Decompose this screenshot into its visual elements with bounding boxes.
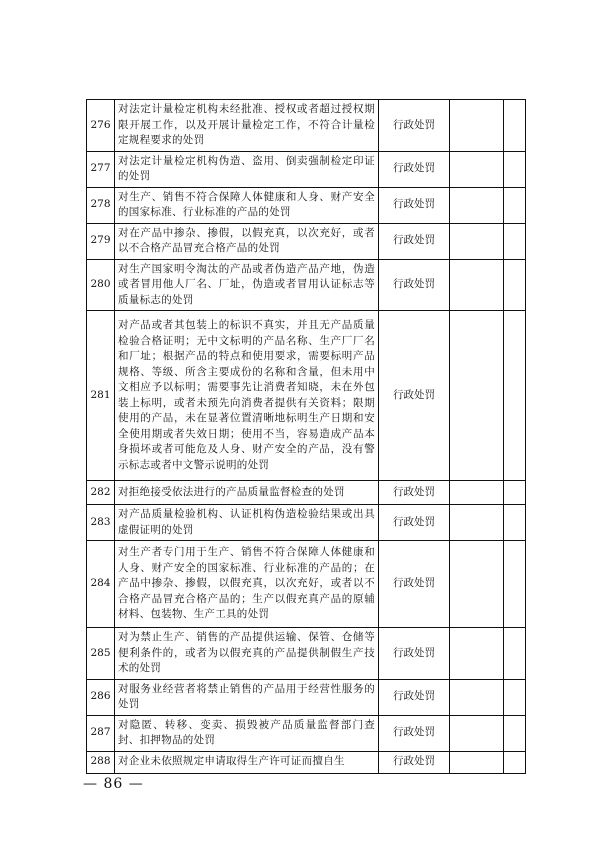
empty-cell <box>450 715 504 751</box>
item-name: 对生产、销售不符合保障人体健康和人身、财产安全的国家标准、行业标准的产品的处罚 <box>115 187 379 223</box>
item-type: 行政处罚 <box>379 151 450 187</box>
empty-cell <box>450 541 504 628</box>
row-number: 284 <box>87 541 115 628</box>
item-name: 对企业未依照规定申请取得生产许可证而擅自生 <box>115 751 379 773</box>
empty-cell <box>450 259 504 311</box>
row-number: 285 <box>87 628 115 680</box>
empty-cell <box>450 187 504 223</box>
empty-cell <box>504 259 526 311</box>
table-row <box>87 751 526 773</box>
table-row <box>87 628 526 680</box>
item-name: 对法定计量检定机构未经批准、授权或者超过授权期限开展工作，以及开展计量检定工作，不符合计量检定规程要求的处罚 <box>115 100 379 152</box>
item-name: 对产品质量检验机构、认证机构伪造检验结果或出具虚假证明的处罚 <box>115 505 379 541</box>
item-type: 行政处罚 <box>379 311 450 481</box>
item-name: 对隐匿、转移、变卖、损毁被产品质量监督部门查封、扣押物品的处罚 <box>115 715 379 751</box>
table-row <box>87 481 526 505</box>
table-row <box>87 187 526 223</box>
item-name: 对生产者专门用于生产、销售不符合保障人体健康和人身、财产安全的国家标准、行业标准的产品的；在产品中掺杂、掺假，以假充真，以次充好，或者以不合格产品冒充合格产品的；生产以假充真产品的原辅材料、包装物、生产工具的处罚 <box>115 541 379 628</box>
empty-cell <box>450 628 504 680</box>
empty-cell <box>450 481 504 505</box>
item-type: 行政处罚 <box>379 628 450 680</box>
item-type: 行政处罚 <box>379 751 450 773</box>
empty-cell <box>450 751 504 773</box>
item-name: 对在产品中掺杂、掺假，以假充真，以次充好，或者以不合格产品冒充合格产品的处罚 <box>115 223 379 259</box>
item-name: 对生产国家明令淘汰的产品或者伪造产品产地，伪造或者冒用他人厂名、厂址，伪造或者冒用认证标志等质量标志的处罚 <box>115 259 379 311</box>
item-type: 行政处罚 <box>379 100 450 152</box>
empty-cell <box>504 223 526 259</box>
row-number: 277 <box>87 151 115 187</box>
empty-cell <box>504 751 526 773</box>
empty-cell <box>450 223 504 259</box>
table-row <box>87 151 526 187</box>
table-row <box>87 311 526 481</box>
row-number: 288 <box>87 751 115 773</box>
row-number: 281 <box>87 311 115 481</box>
empty-cell <box>504 187 526 223</box>
item-type: 行政处罚 <box>379 481 450 505</box>
table-row <box>87 259 526 311</box>
empty-cell <box>504 715 526 751</box>
item-type: 行政处罚 <box>379 679 450 715</box>
empty-cell <box>450 505 504 541</box>
item-type: 行政处罚 <box>379 505 450 541</box>
item-name: 对产品或者其包装上的标识不真实，并且无产品质量检验合格证明；无中文标明的产品名称、生产厂厂名和厂址；根据产品的特点和使用要求，需要标明产品规格、等级、所含主要成份的名称和含量，但未用中文相应予以标明；需要事先让消费者知晓，未在外包装上标明，或者未预先向消费者提供有关资料；限期使用的产品，未在显著位置清晰地标明生产日期和安全使用期或者失效日期；使用不当，容易造成产品本身损坏或者可能危及人身、财产安全的产品，没有警示标志或者中文警示说明的处罚 <box>115 311 379 481</box>
row-number: 280 <box>87 259 115 311</box>
item-name: 对为禁止生产、销售的产品提供运输、保管、仓储等便利条件的，或者为以假充真的产品提供制假生产技术的处罚 <box>115 628 379 680</box>
row-number: 282 <box>87 481 115 505</box>
empty-cell <box>450 679 504 715</box>
item-name: 对法定计量检定机构伪造、盗用、倒卖强制检定印证的处罚 <box>115 151 379 187</box>
empty-cell <box>504 481 526 505</box>
table-row <box>87 541 526 628</box>
row-number: 276 <box>87 100 115 152</box>
item-name: 对服务业经营者将禁止销售的产品用于经营性服务的处罚 <box>115 679 379 715</box>
empty-cell <box>504 541 526 628</box>
item-type: 行政处罚 <box>379 223 450 259</box>
row-number: 278 <box>87 187 115 223</box>
empty-cell <box>450 151 504 187</box>
item-type: 行政处罚 <box>379 187 450 223</box>
table-row <box>87 100 526 152</box>
empty-cell <box>504 679 526 715</box>
item-name: 对拒绝接受依法进行的产品质量监督检查的处罚 <box>115 481 379 505</box>
page-number: — 86 — <box>83 776 144 792</box>
table-row <box>87 223 526 259</box>
table-row <box>87 505 526 541</box>
authority-list-table <box>86 99 526 774</box>
item-type: 行政处罚 <box>379 715 450 751</box>
empty-cell <box>504 151 526 187</box>
empty-cell <box>504 628 526 680</box>
row-number: 283 <box>87 505 115 541</box>
row-number: 279 <box>87 223 115 259</box>
empty-cell <box>504 505 526 541</box>
item-type: 行政处罚 <box>379 541 450 628</box>
table-row <box>87 715 526 751</box>
row-number: 287 <box>87 715 115 751</box>
empty-cell <box>450 100 504 152</box>
empty-cell <box>504 311 526 481</box>
empty-cell <box>450 311 504 481</box>
empty-cell <box>504 100 526 152</box>
row-number: 286 <box>87 679 115 715</box>
table-row <box>87 679 526 715</box>
item-type: 行政处罚 <box>379 259 450 311</box>
